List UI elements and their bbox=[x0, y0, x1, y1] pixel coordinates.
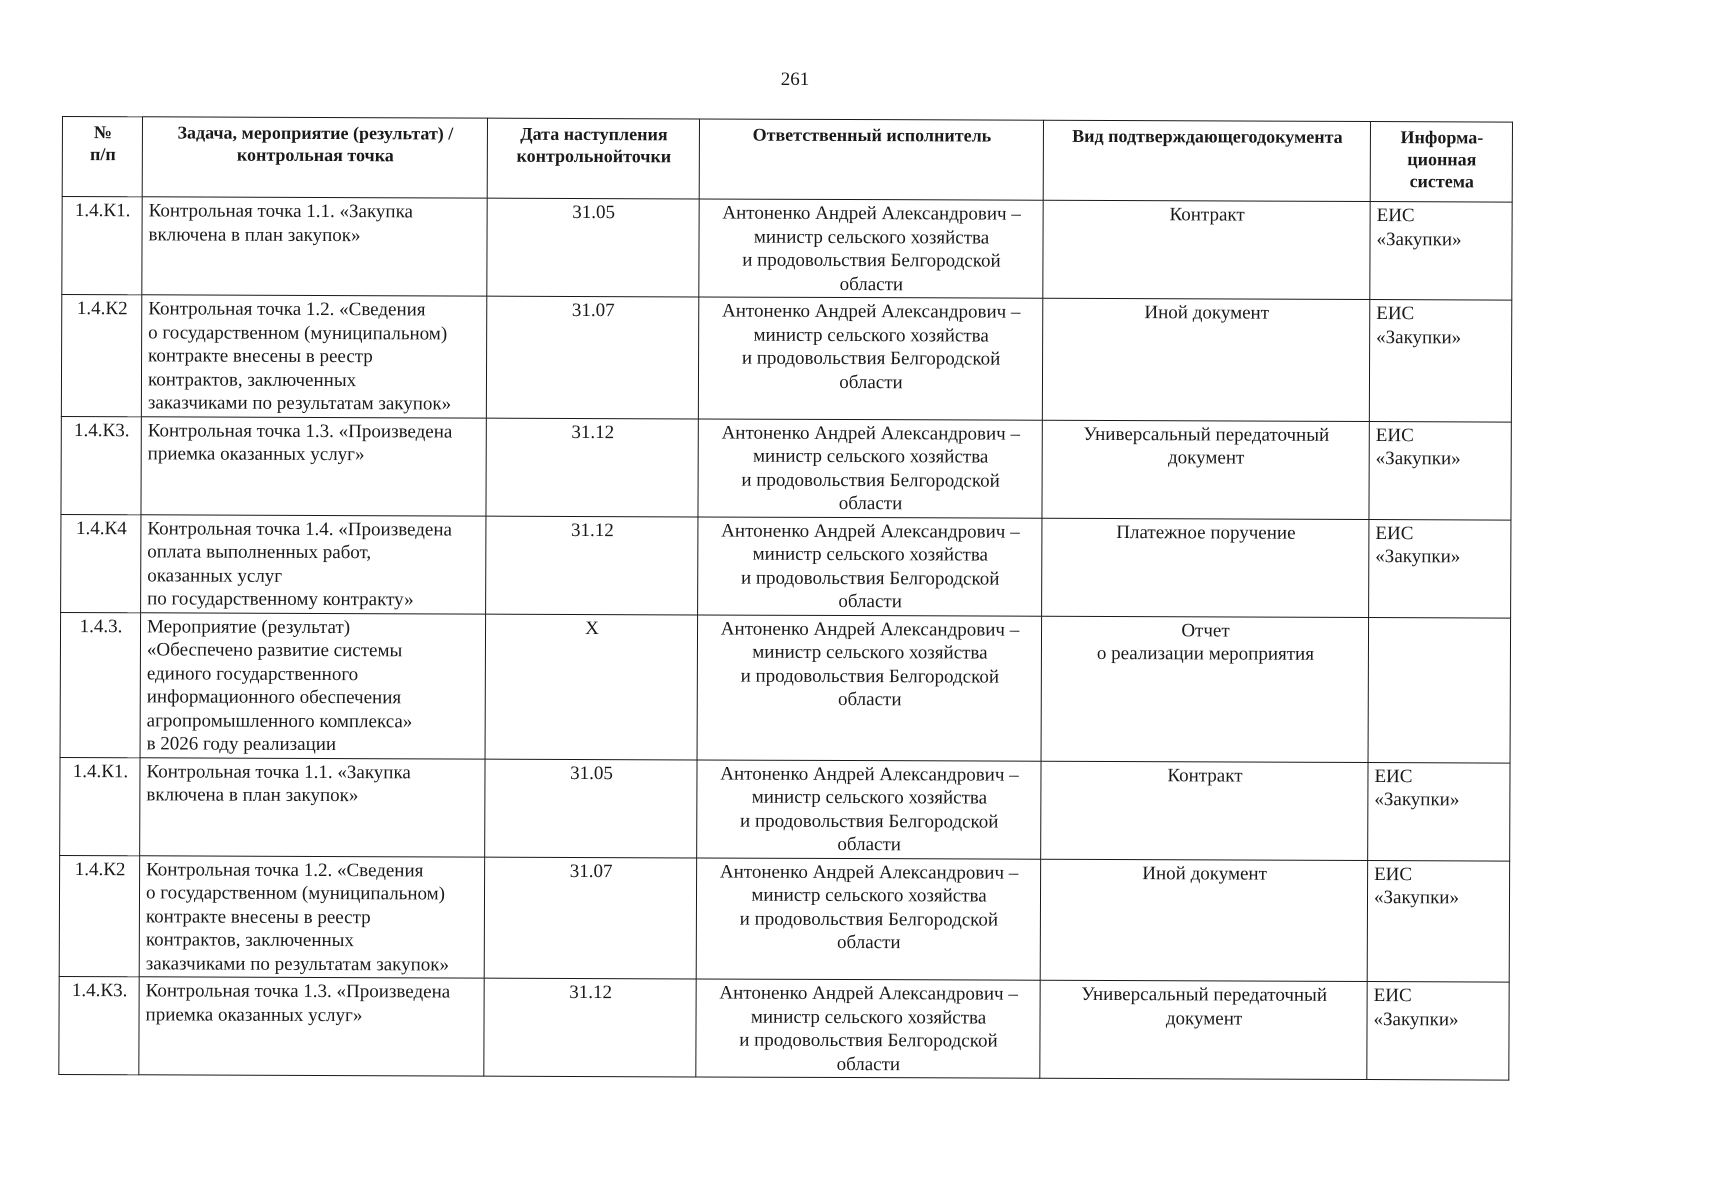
row-number: 1.4.К4 bbox=[61, 514, 141, 612]
row-number: 1.4.К3. bbox=[61, 416, 141, 514]
row-document: Контракт bbox=[1043, 200, 1370, 299]
row-date: Х bbox=[485, 614, 698, 760]
header-system: Информа- ционная система bbox=[1370, 122, 1512, 203]
row-date: 31.12 bbox=[486, 418, 698, 517]
header-num: № п/п bbox=[62, 117, 142, 197]
row-document: Отчет о реализации мероприятия bbox=[1041, 616, 1369, 762]
row-task: Контрольная точка 1.2. «Сведения о государственном (муниципальном) контракте внесены в реестр контрактов, заключенных заказчиками по результатам закупок» bbox=[141, 295, 486, 418]
row-task: Контрольная точка 1.1. «Закупка включена в план закупок» bbox=[142, 197, 487, 296]
row-responsible: Антоненко Андрей Александрович – министр сельского хозяйства и продовольствия Белгородской области bbox=[696, 979, 1040, 1078]
row-task: Контрольная точка 1.3. «Произведена приемка оказанных услуг» bbox=[139, 977, 484, 1076]
row-date: 31.07 bbox=[486, 296, 698, 418]
row-task: Контрольная точка 1.2. «Сведения о государственном (муниципальном) контракте внесены в реестр контрактов, заключенных заказчиками по результатам закупок» bbox=[139, 855, 484, 978]
table-row bbox=[59, 855, 1509, 982]
table-row bbox=[62, 197, 1512, 301]
row-date: 31.12 bbox=[486, 516, 698, 615]
row-responsible: Антоненко Андрей Александрович – министр сельского хозяйства и продовольствия Белгородской области bbox=[696, 857, 1040, 980]
row-system: ЕИС «Закупки» bbox=[1369, 421, 1511, 520]
row-document: Контракт bbox=[1041, 761, 1368, 860]
row-document: Платежное поручение bbox=[1042, 518, 1369, 617]
row-task: Контрольная точка 1.4. «Произведена оплата выполненных работ, оказанных услуг по государственному контракту» bbox=[141, 514, 486, 613]
row-document: Универсальный передаточный документ bbox=[1042, 420, 1369, 519]
row-system: ЕИС «Закупки» bbox=[1367, 982, 1509, 1081]
row-number: 1.4.К2 bbox=[61, 295, 141, 417]
header-document: Вид подтверждающегодокумента bbox=[1043, 120, 1370, 201]
page-number: 261 bbox=[780, 69, 810, 90]
table-row bbox=[61, 416, 1511, 520]
row-system bbox=[1368, 617, 1511, 763]
header-date: Дата наступления контрольнойточки bbox=[487, 118, 699, 199]
row-date: 31.07 bbox=[484, 857, 696, 979]
row-number: 1.4.К1. bbox=[62, 197, 142, 295]
table-row bbox=[59, 976, 1509, 1080]
row-document: Иной документ bbox=[1042, 298, 1369, 421]
row-document: Иной документ bbox=[1040, 859, 1367, 982]
row-number: 1.4.К2 bbox=[59, 855, 139, 977]
table-row bbox=[60, 757, 1510, 861]
row-system: ЕИС «Закупки» bbox=[1369, 300, 1511, 422]
row-number: 1.4.К3. bbox=[59, 976, 139, 1074]
row-task: Мероприятие (результат) «Обеспечено развитие системы единого государственного информационного обеспечения агропромышленного комплекса» в 2026 году реализации bbox=[140, 612, 486, 758]
row-system: ЕИС «Закупки» bbox=[1370, 202, 1512, 301]
table-row bbox=[61, 514, 1511, 618]
row-task: Контрольная точка 1.1. «Закупка включена в план закупок» bbox=[140, 757, 485, 856]
row-responsible: Антоненко Андрей Александрович – министр сельского хозяйства и продовольствия Белгородской области bbox=[698, 297, 1042, 420]
table-header-row bbox=[62, 117, 1512, 203]
row-document: Универсальный передаточный документ bbox=[1040, 980, 1367, 1079]
row-number: 1.4.К1. bbox=[60, 757, 140, 855]
table-row bbox=[60, 612, 1511, 763]
row-date: 31.12 bbox=[484, 978, 696, 1077]
row-responsible: Антоненко Андрей Александрович – министр сельского хозяйства и продовольствия Белгородской области bbox=[697, 759, 1041, 858]
row-responsible: Антоненко Андрей Александрович – министр сельского хозяйства и продовольствия Белгородской области bbox=[697, 614, 1042, 760]
row-responsible: Антоненко Андрей Александрович – министр сельского хозяйства и продовольствия Белгородской области bbox=[698, 516, 1042, 615]
row-date: 31.05 bbox=[485, 759, 697, 858]
row-number: 1.4.3. bbox=[60, 612, 141, 757]
row-system: ЕИС «Закупки» bbox=[1368, 762, 1510, 861]
row-task: Контрольная точка 1.3. «Произведена приемка оказанных услуг» bbox=[141, 416, 486, 515]
row-system: ЕИС «Закупки» bbox=[1369, 519, 1511, 618]
row-date: 31.05 bbox=[487, 198, 699, 297]
header-task: Задача, мероприятие (результат) / контрольная точка bbox=[142, 117, 487, 198]
control-points-table bbox=[58, 116, 1513, 1081]
row-system: ЕИС «Закупки» bbox=[1367, 860, 1509, 982]
row-responsible: Антоненко Андрей Александрович – министр сельского хозяйства и продовольствия Белгородской области bbox=[698, 418, 1042, 517]
table-row bbox=[61, 295, 1511, 422]
header-responsible: Ответственный исполнитель bbox=[699, 119, 1043, 200]
row-responsible: Антоненко Андрей Александрович – министр сельского хозяйства и продовольствия Белгородской области bbox=[699, 199, 1043, 298]
